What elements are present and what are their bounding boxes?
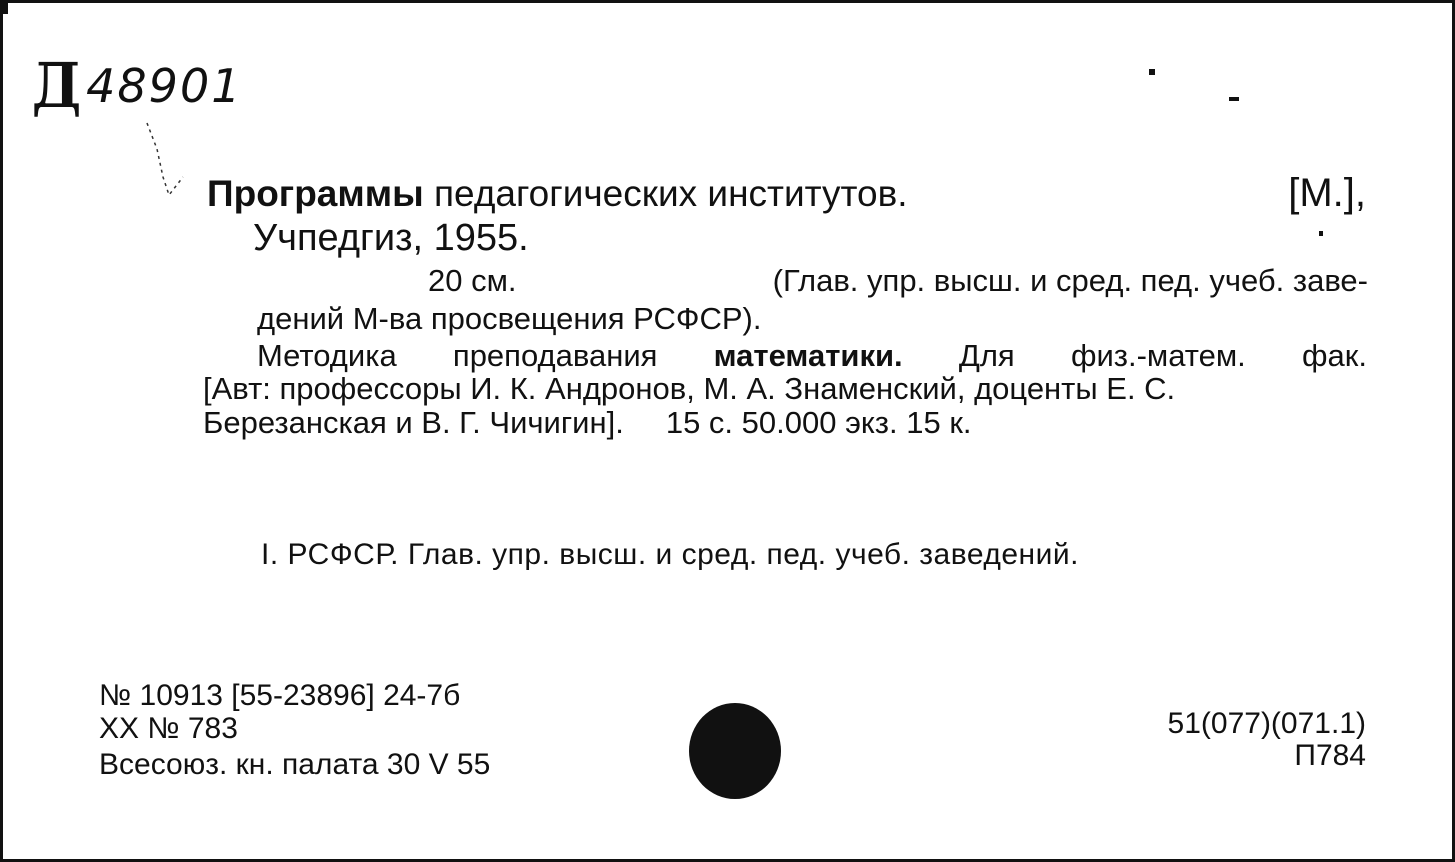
entry-title — [207, 173, 908, 213]
note-word: Для — [958, 338, 1015, 373]
speck — [1149, 69, 1155, 75]
note-word: математики. — [713, 338, 903, 373]
shelf-mark — [29, 49, 243, 122]
chamber-stamp: Всесоюз. кн. палата 30 V 55 — [99, 748, 491, 781]
publisher-year: Учпедгиз, 1955. — [253, 217, 529, 259]
entry-title-rest: педагогических институтов. — [423, 173, 908, 214]
dimensions: 20 см. — [428, 263, 517, 298]
shelf-mark-letter: Д — [31, 49, 82, 122]
note-word: Методика — [257, 338, 397, 373]
card-number: № 10913 [55-23896] 24-7б — [99, 679, 461, 712]
note-word: физ.-матем. — [1070, 338, 1246, 373]
pagination-price: 15 с. 50.000 экз. 15 к. — [665, 405, 972, 440]
shelf-mark-number: 48901 — [86, 59, 243, 113]
corner-mark — [0, 0, 8, 14]
speck — [1229, 97, 1239, 101]
note-word: фак. — [1302, 338, 1367, 373]
pen-check-mark — [143, 121, 193, 201]
content-note-line — [257, 340, 1367, 371]
subject-heading: I. РСФСР. Глав. упр. высш. и сред. пед. учеб. заведений. — [261, 538, 1079, 571]
publication-place: [М.], — [1288, 171, 1366, 215]
series-note-end: дений М-ва просвещения РСФСР). — [257, 301, 762, 336]
authors-note-end: Березанская и В. Г. Чичигин]. — [203, 405, 624, 440]
authors-note: [Авт: профессоры И. К. Андронов, М. А. Знаменский, доценты Е. С. — [203, 371, 1176, 406]
entry-title-main: Программы — [207, 173, 424, 214]
author-mark: П784 — [1294, 739, 1366, 772]
note-word: преподавания — [452, 338, 658, 373]
register-number: XX № 783 — [99, 712, 238, 745]
authors-and-pagination — [203, 407, 972, 438]
series-note-start: (Глав. упр. высш. и сред. пед. учеб. заве- — [772, 263, 1368, 298]
speck — [1319, 231, 1323, 236]
physical-description-line — [428, 265, 1368, 296]
punch-hole — [689, 703, 781, 799]
udc-classification: 51(077)(071.1) — [1167, 707, 1366, 740]
